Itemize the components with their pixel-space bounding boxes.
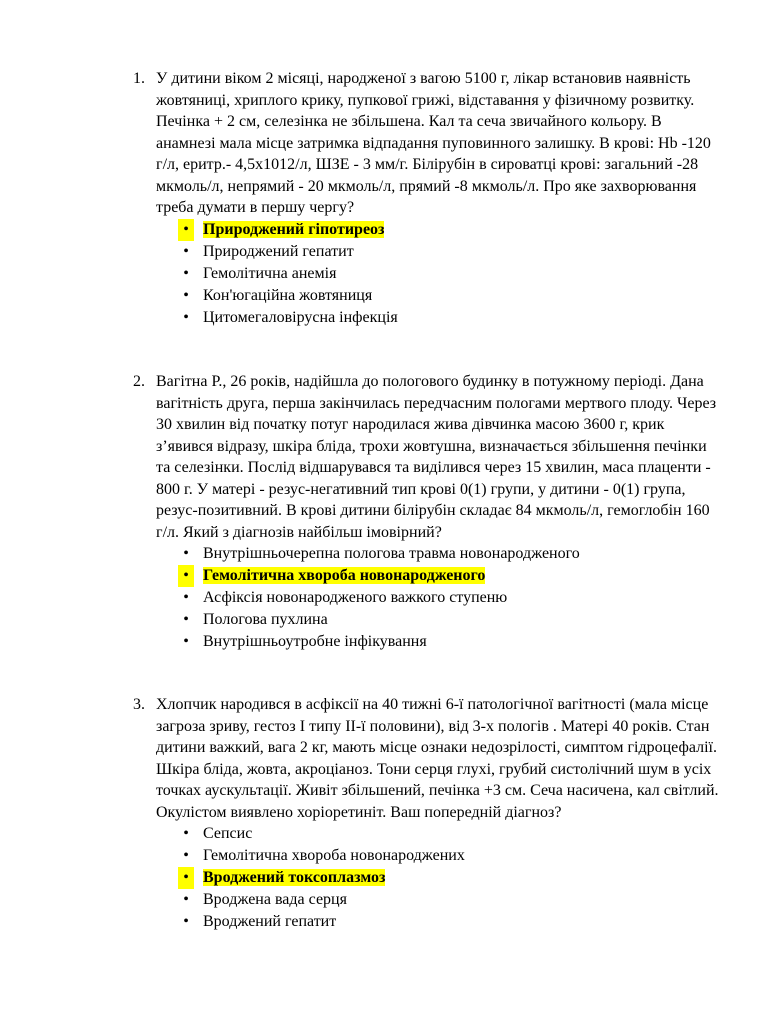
answer-option <box>178 609 723 631</box>
bullet-icon: • <box>183 913 189 930</box>
bullet-icon: • <box>183 545 189 562</box>
answer-text: Вроджена вада серця <box>203 891 347 908</box>
bullet-icon: • <box>183 847 189 864</box>
answer-option-correct <box>178 219 723 241</box>
answer-options <box>133 823 723 933</box>
answer-option <box>178 587 723 609</box>
bullet-icon: • <box>183 611 189 628</box>
answer-option <box>178 845 723 867</box>
answer-options <box>133 219 723 329</box>
answer-option <box>178 911 723 933</box>
answer-text: Цитомегаловірусна інфекція <box>203 308 398 326</box>
answer-option <box>178 285 723 307</box>
answer-text: Гемолітична хвороба новонароджених <box>203 847 465 864</box>
bullet-icon: • <box>183 286 189 304</box>
answer-text: Сепсис <box>203 825 253 842</box>
bullet-icon: • <box>183 891 189 908</box>
answer-option-correct <box>178 565 723 587</box>
bullet-icon: • <box>178 219 194 241</box>
bullet-icon: • <box>183 825 189 842</box>
answer-option <box>178 543 723 565</box>
question-text: У дитини віком 2 місяці, народженої з вагою 5100 г, лікар встановив наявність жовтяниці, хриплого крику, пупкової грижі, відставання у фізичному розвитку. Печінка + 2 см, селезінка не збільшена. Кал та сеча звичайного кольору. В анамнезі мала місце затримка відпадання пуповинного залишку. В крові: Hb -120 г/л, еритр.- 4,5х1012/л, ШЗЕ - 3 мм/г. Білірубін в сироватці крові: загальний -28 мкмоль/л, непрямий - 20 мкмоль/л, прямий -8 мкмоль/л. Про яке захворювання треба думати в першу чергу? <box>156 70 711 216</box>
answer-option <box>178 631 723 653</box>
answer-options <box>133 543 723 653</box>
answer-text: Природжений гіпотиреоз <box>203 220 385 238</box>
question-1 <box>133 68 723 329</box>
question-number: 2. <box>133 373 145 390</box>
question-3 <box>133 694 723 933</box>
question-text: Вагітна Р., 26 років, надійшла до пологового будинку в потужному періоді. Дана вагітність друга, перша закінчилась передчасним пологами мертвого плоду. Через 30 хвилин від початку потуг народилася жива дівчинка масою 3600 г, крик з’явився відразу, шкіра бліда, трохи жовтушна, визначається збільшення печінки та селезінки. Послід відшарувався та виділився через 15 хвилин, маса плаценти - 800 г. У матері - резус-негативний тип крові 0(1) групи, у дитини - 0(1) група, резус-позитивний. В крові дитини білірубін складає 84 мкмоль/л, гемоглобін 160 г/л. Який з діагнозів найбільш імовірний? <box>156 373 717 541</box>
question-text: Хлопчик народився в асфіксії на 40 тижні 6-ї патологічної вагітності (мала місце загроза зриву, гестоз І типу ІІ-ї половини), від 3-х пологів . Матері 40 років. Стан дитини важкий, вага 2 кг, мають місце ознаки недозрілості, симптом гідроцефалії. Шкіра бліда, жовта, акроціаноз. Тони серця глухі, грубий систолічний шум в усіх точках аускультації. Живіт збільшений, печінка +3 см. Сеча насичена, кал світлий. Окулістом виявлено хоріоретиніт. Ваш попередній діагноз? <box>156 696 719 821</box>
answer-text: Внутрішньочерепна пологова травма новонародженого <box>203 545 580 562</box>
answer-text: Гемолітична анемія <box>203 264 337 282</box>
question-number: 1. <box>133 70 145 87</box>
bullet-icon: • <box>183 589 189 606</box>
bullet-icon: • <box>178 867 194 889</box>
bullet-icon: • <box>183 633 189 650</box>
answer-text: Асфіксія новонародженого важкого ступеню <box>203 589 508 606</box>
answer-option <box>178 307 723 329</box>
answer-option <box>178 263 723 285</box>
bullet-icon: • <box>183 264 189 282</box>
answer-text: Пологова пухлина <box>203 611 328 628</box>
answer-text: Природжений гепатит <box>203 242 354 260</box>
answer-text: Гемолітична хвороба новонародженого <box>203 567 486 584</box>
question-number: 3. <box>133 696 145 713</box>
answer-option <box>178 889 723 911</box>
answer-option <box>178 823 723 845</box>
answer-text: Кон'югаційна жовтяниця <box>203 286 373 304</box>
question-2 <box>133 371 723 653</box>
answer-option <box>178 241 723 263</box>
bullet-icon: • <box>183 242 189 260</box>
bullet-icon: • <box>178 565 194 587</box>
answer-option-correct <box>178 867 723 889</box>
answer-text: Внутрішньоутробне інфікування <box>203 633 427 650</box>
answer-text: Вроджений токсоплазмоз <box>203 869 386 886</box>
bullet-icon: • <box>183 308 189 326</box>
answer-text: Вроджений гепатит <box>203 913 337 930</box>
